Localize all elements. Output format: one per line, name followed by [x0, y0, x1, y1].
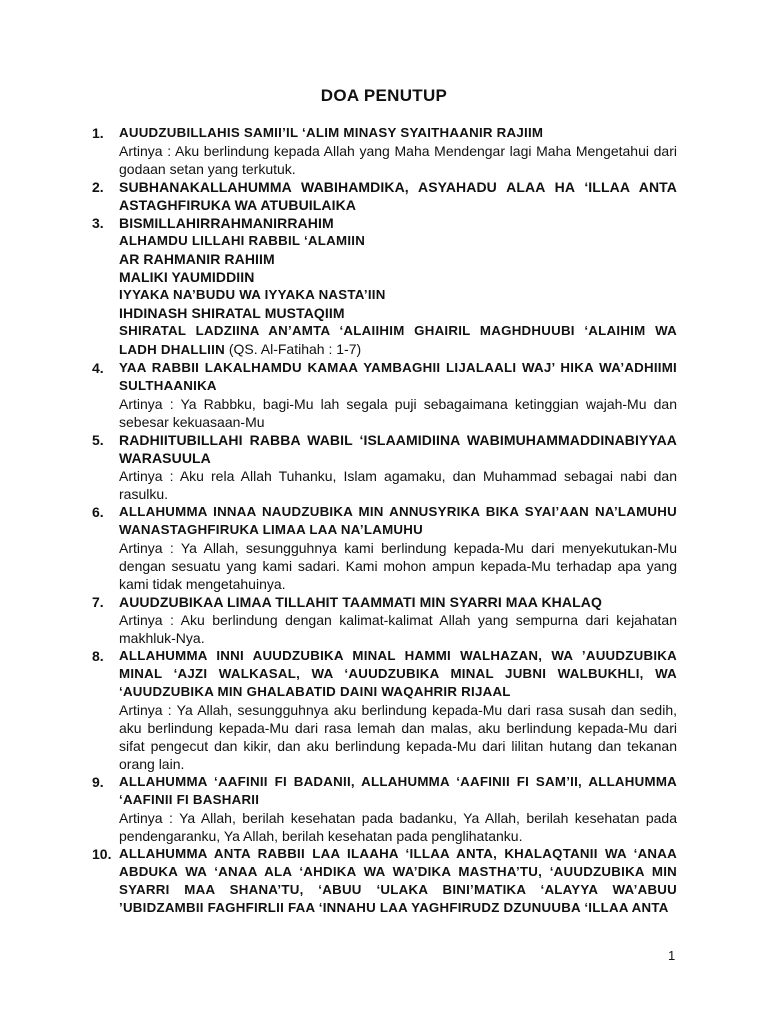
translation-text: Artinya : Aku berlindung kepada Allah yang Maha Mendengar lagi Maha Mengetahui dari godaan setan yang terkutuk.	[119, 143, 677, 177]
list-item	[92, 593, 677, 647]
arabic-text: IHDINASH SHIRATAL MUSTAQIIM	[119, 305, 345, 321]
item-number: 1.	[92, 125, 104, 141]
arabic-text: ALLAHUMMA ANTA RABBII LAA ILAAHA ‘ILLAA ANTA, KHALAQTANII WA ‘ANAA ABDUKA WA ‘ANAA ALA ‘AHDIKA WA WA’DIKA MASTHA’TU, ‘AUUDZUBIKA MIN SYARRI MAA SHANA’TU, ‘ABUU ‘ULAKA BINI’MATIKA ‘ALAYYA WA’ABUU ’UBIDZAMBII FAGHFIRLII FAA ‘INNAHU LAA YAGHFIRUDZ DZUNUUBA ‘ILLAA ANTA	[119, 846, 677, 915]
item-number: 6.	[92, 504, 104, 520]
list-item	[92, 431, 677, 503]
arabic-text: MALIKI YAUMIDDIIN	[119, 269, 255, 285]
list-item	[92, 845, 677, 917]
translation-text: Artinya : Ya Allah, sesungguhnya kami berlindung kepada-Mu dari menyekutukan-Mu dengan sesuatu yang kami sadari. Kami mohon ampun kepada-Mu terhadap apa yang kami tidak mengetahuinya.	[119, 540, 677, 592]
list-item	[92, 647, 677, 773]
translation-text: Artinya : Aku berlindung dengan kalimat-kalimat Allah yang sempurna dari kejahatan makhluk-Nya.	[119, 612, 677, 646]
translation-text: Artinya : Aku rela Allah Tuhanku, Islam agamaku, dan Muhammad sebagai nabi dan rasulku.	[119, 468, 677, 502]
arabic-text: AUUDZUBILLAHIS SAMII’IL ‘ALIM MINASY SYAITHAANIR RAJIIM	[119, 125, 544, 140]
item-number: 9.	[92, 774, 104, 790]
item-number: 3.	[92, 215, 104, 231]
list-item	[92, 773, 677, 845]
list-item	[92, 214, 677, 359]
item-number: 4.	[92, 360, 104, 376]
item-number: 8.	[92, 648, 104, 664]
surah-reference: (QS. Al-Fatihah : 1-7)	[228, 341, 362, 357]
translation-text: Artinya : Ya Allah, berilah kesehatan pada badanku, Ya Allah, berilah kesehatan pada pendengaranku, Ya Allah, berilah kesehatan pada penglihatanku.	[119, 810, 677, 844]
list-item	[92, 178, 677, 214]
translation-text: Artinya : Ya Rabbku, bagi-Mu lah segala puji sebagaimana ketinggian wajah-Mu dan sebesar kekuasaan-Mu	[119, 396, 677, 430]
arabic-text: ALLAHUMMA INNI AUUDZUBIKA MINAL HAMMI WALHAZAN, WA ’AUUDZUBIKA MINAL ‘AJZI WALKASAL, WA ‘AUUDZUBIKA MINAL JUBNI WALBUKHLI, WA ‘AUUDZUBIKA MIN GHALABATID DAINI WAQAHRIR RIJAAL	[119, 648, 677, 699]
arabic-text: ALLAHUMMA INNAA NAUDZUBIKA MIN ANNUSYRIKA BIKA SYAI’AAN NA’LAMUHU WANASTAGHFIRUKA LIMAA LAA NA’LAMUHU	[119, 504, 677, 537]
page-title: DOA PENUTUP	[320, 86, 448, 105]
arabic-text	[119, 322, 677, 359]
arabic-text: SUBHANAKALLAHUMMA WABIHAMDIKA, ASYAHADU ALAA HA ‘ILLAA ANTA ASTAGHFIRUKA WA ATUBUILAIKA	[119, 179, 677, 213]
arabic-text: IYYAKA NA’BUDU WA IYYAKA NASTA’IIN	[119, 287, 386, 302]
item-number: 10.	[92, 846, 112, 862]
translation-text: Artinya : Ya Allah, sesungguhnya aku berlindung kepada-Mu dari rasa susah dan sedih, aku berlindung kepada-Mu dari rasa lemah dan malas, aku berlindung kepada-Mu dari sifat pengecut dan kikir, dan aku berlindung kepada-Mu dari lilitan hutang dan tekanan orang lain.	[119, 702, 677, 772]
arabic-text: RADHIITUBILLAHI RABBA WABIL ‘ISLAAMIDIINA WABIMUHAMMADDINABIYYAA WARASUULA	[119, 432, 677, 466]
list-item	[92, 503, 677, 593]
arabic-text: ALHAMDU LILLAHI RABBIL ‘ALAMIIN	[119, 233, 366, 248]
arabic-text: ALLAHUMMA ‘AAFINII FI BADANII, ALLAHUMMA ‘AAFINII FI SAM’II, ALLAHUMMA ‘AAFINII FI BASHARII	[119, 774, 677, 807]
item-number: 5.	[92, 432, 104, 448]
item-number: 7.	[92, 594, 104, 610]
list-item	[92, 359, 677, 431]
arabic-text: AUUDZUBIKAA LIMAA TILLAHIT TAAMMATI MIN SYARRI MAA KHALAQ	[119, 594, 602, 610]
page-number: 1	[668, 948, 676, 963]
arabic-text: BISMILLAHIRRAHMANIRRAHIM	[119, 215, 334, 231]
item-number: 2.	[92, 179, 104, 195]
arabic-text: AR RAHMANIR RAHIIM	[119, 251, 275, 267]
arabic-text-fatihah-last: SHIRATAL LADZIINA AN’AMTA ‘ALAIIHIM GHAIRIL MAGHDHUUBI ‘ALAIHIM WA LADH DHALLIIN	[119, 323, 677, 357]
arabic-text: YAA RABBII LAKALHAMDU KAMAA YAMBAGHII LIJALAALI WAJ’ HIKA WA’ADHIIMI SULTHAANIKA	[119, 360, 677, 393]
prayer-list	[92, 124, 677, 917]
list-item	[92, 124, 677, 178]
